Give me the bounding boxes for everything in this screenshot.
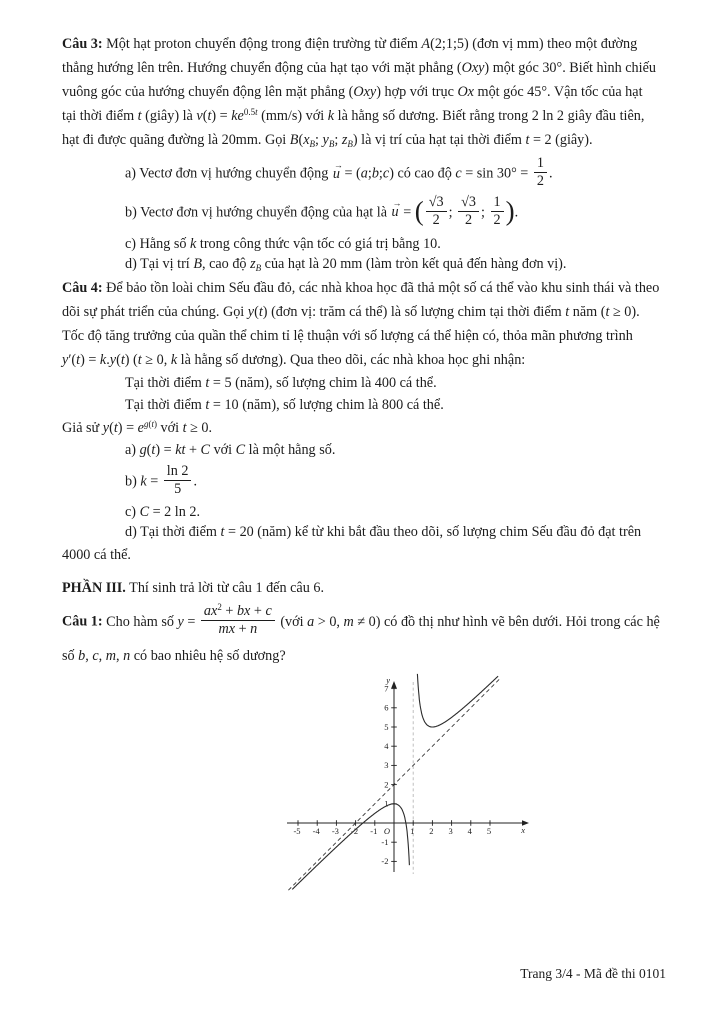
question-3 (62, 32, 668, 274)
q4-label: Câu 4: (62, 279, 103, 296)
q3-option-a: a) Vectơ đơn vị hướng chuyển động → u = (a;b;c) có cao độ c = sin 30° = $\frac{1}{2}$ . (62, 158, 668, 191)
part3-heading (62, 576, 668, 600)
q4-option-c: c) C = 2 ln 2. (125, 504, 201, 521)
svg-text:5: 5 (486, 826, 492, 837)
svg-text:2: 2 (429, 826, 434, 837)
question-1-part3 (62, 602, 668, 904)
function-graph-figure (277, 670, 545, 904)
q4-observation: Tại thời điểm t = 10 (năm), số lượng chim là 800 cá thể. (125, 396, 444, 413)
q4-line: Tốc độ tăng trưởng của quần thể chim tỉ lệ thuận với số lượng cá thể hiện có, thỏa mãn phương trình (62, 327, 633, 344)
question-4 (62, 276, 668, 568)
q3-line: vuông góc của hướng chuyển động lên mặt phẳng (Oxy) hợp với trục Ox một góc 45°. Vận tốc của hạt (62, 84, 643, 100)
q4-line: dõi sự phát triển của chúng. Gọi y(t) (đơn vị: trăm cá thể) là số lượng chim tại thời điểm t năm (t ≥ 0). (62, 303, 640, 320)
svg-text:-2: -2 (381, 856, 389, 867)
svg-text:4: 4 (384, 741, 389, 752)
svg-text:4: 4 (467, 826, 472, 837)
q3-option-c: c) Hằng số k trong công thức vận tốc có giá trị bằng 10. (125, 235, 441, 252)
q4-option-b: b) k = $\frac{\ln 2}{5}$ . (125, 462, 198, 497)
q3-label: Câu 3: (62, 36, 103, 52)
q3-line: tại thời điểm t (giây) là $v(t) = ke^{0.5t}$ (mm/s) với k là hằng số dương. Biết rằng trong 2 ln 2 giây đầu tiên, (62, 107, 645, 124)
q4-line: y′(t) = k.y(t) (t ≥ 0, k là hằng số dương). Qua theo dõi, các nhà khoa học ghi nhận: (62, 351, 526, 368)
q1-line: số b, c, m, n có bao nhiêu hệ số dương? (62, 648, 286, 665)
svg-text:-1: -1 (381, 837, 389, 848)
svg-text:1: 1 (384, 798, 389, 809)
svg-text:x: x (521, 825, 525, 836)
q4-assumption: Giả sử $y(t) = e^{g(t)}$ với t ≥ 0. (62, 418, 213, 436)
svg-text:7: 7 (384, 683, 389, 694)
svg-text:-5: -5 (293, 826, 301, 837)
svg-text:5: 5 (384, 722, 389, 733)
svg-text:-4: -4 (312, 826, 320, 837)
svg-text:O: O (383, 826, 390, 837)
q1-text: Cho hàm số y = $\frac{ax^2 + bx + c}{mx + n}$ (với a > 0, m ≠ 0) có đồ thị như hình vẽ bên dưới. Hỏi trong các hệ (102, 602, 660, 638)
page-footer: Trang 3/4 - Mã đề thi 0101 (520, 966, 666, 981)
svg-text:-1: -1 (370, 826, 378, 837)
svg-text:y: y (386, 675, 390, 686)
svg-text:1: 1 (410, 826, 415, 837)
svg-text:-3: -3 (331, 826, 339, 837)
part3-label: PHẦN III. (62, 580, 126, 597)
q1-label: Câu 1: (62, 614, 103, 631)
q3-text: Một hạt proton chuyển động trong điện trường từ điểm A(2;1;5) (đơn vị mm) theo một đường (102, 36, 638, 52)
svg-text:6: 6 (384, 702, 389, 713)
svg-text:2: 2 (384, 779, 389, 790)
function-graph (277, 670, 545, 904)
q4-text: Để bảo tồn loài chim Sếu đầu đỏ, các nhà khoa học đã thả một số cá thể vào khu sinh thái và theo (102, 279, 660, 296)
q4-option-d-continuation: 4000 cá thể. (62, 547, 131, 564)
q4-line (62, 276, 668, 300)
part3-text: Thí sinh trả lời từ câu 1 đến câu 6. (125, 580, 324, 597)
q3-line (62, 32, 668, 56)
q3-line: thẳng hướng lên trên. Hướng chuyển động của hạt tạo với mặt phẳng (Oxy) một góc 30°. Biết hình chiếu (62, 60, 656, 76)
q3-option-b: b) Vectơ đơn vị hướng chuyển động của hạt là → u = ( $\frac{√3}{2}$ ; $\frac{√3}{2}$ ; $\frac{1}{2}$ ). (62, 197, 668, 230)
svg-text:3: 3 (448, 826, 453, 837)
q4-option-d: d) Tại thời điểm t = 20 (năm) kể từ khi bắt đầu theo dõi, số lượng chim Sếu đầu đỏ đạt trên (125, 524, 642, 541)
q3-line: hạt đi được quãng đường là 20mm. Gọi $B(x_B$; $y_B$; $z_B$) là vị trí của hạt tại thời điểm t = 2 (giây). (62, 132, 593, 149)
q4-observation: Tại thời điểm t = 5 (năm), số lượng chim là 400 cá thể. (125, 374, 437, 391)
svg-text:-2: -2 (351, 826, 359, 837)
q3-option-d: d) Tại vị trí B, cao độ $z_B$ của hạt là 20 mm (làm tròn kết quả đến hàng đơn vị). (125, 255, 567, 273)
q4-option-a: a) g(t) = kt + C với C là một hằng số. (125, 441, 336, 458)
q1-line (62, 602, 668, 639)
svg-text:3: 3 (384, 760, 389, 771)
